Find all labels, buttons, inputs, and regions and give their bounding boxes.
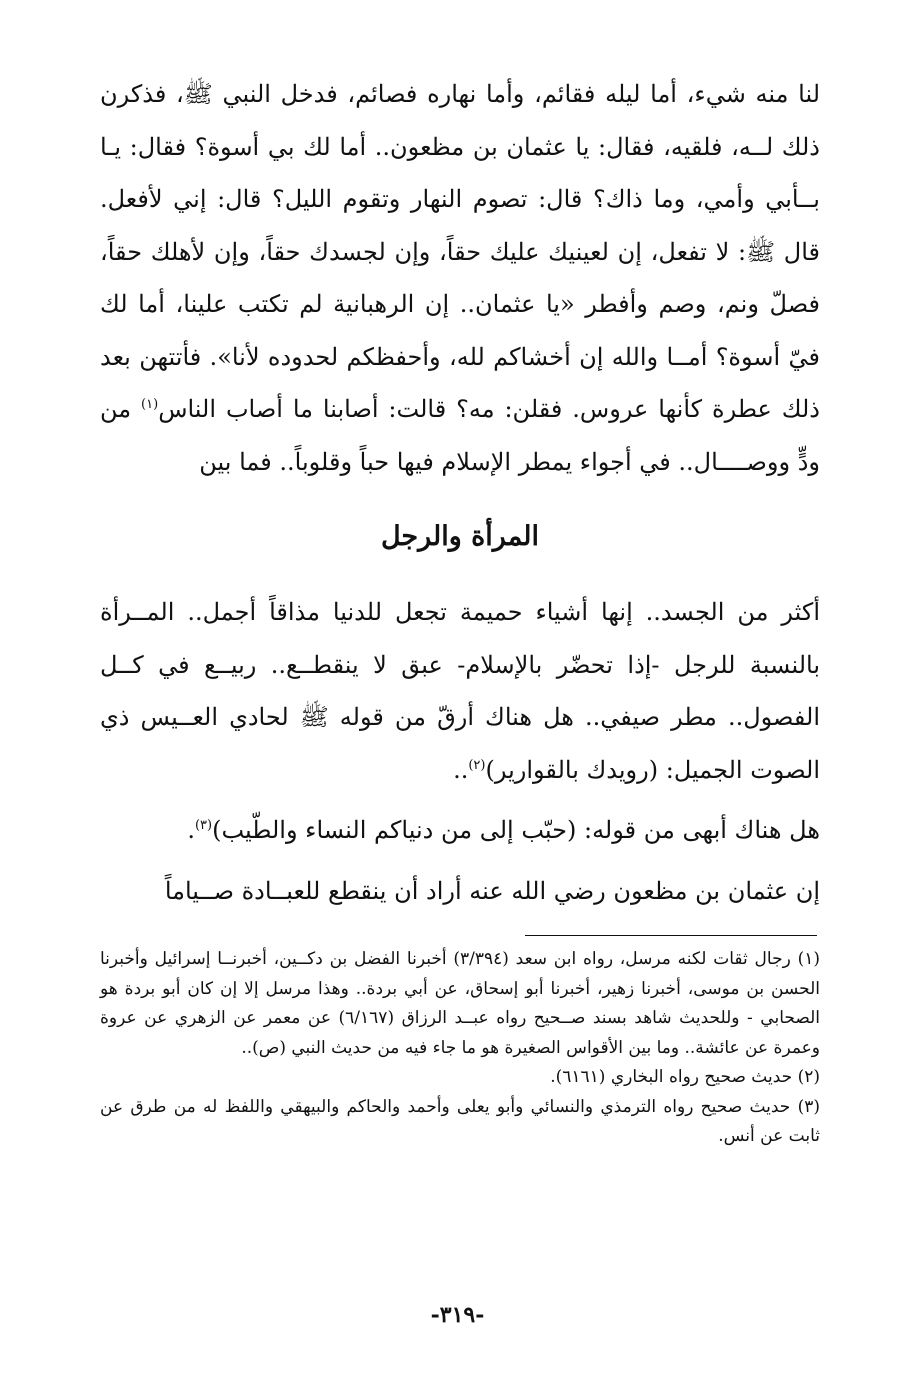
- top-paragraph: [100, 68, 820, 488]
- footnote-2: [100, 1063, 820, 1093]
- section-paragraph-2-end: .: [187, 816, 195, 844]
- footnote-separator: [525, 935, 817, 936]
- footnote-ref-3[interactable]: (٣): [194, 818, 213, 833]
- footnote-3: [100, 1093, 820, 1152]
- footnote-1-number: (١): [797, 949, 820, 969]
- section-paragraph-2-text: هل هناك أبهى من قوله: (حبّب إلى من دنياكم النساء والطّيب): [212, 816, 820, 844]
- page-body: [100, 68, 820, 917]
- footnote-2-number: (٢): [797, 1067, 820, 1087]
- footnote-1: [100, 945, 820, 1063]
- footnote-1-text: رجال ثقات لكنه مرسل، رواه ابن سعد (٣/٣٩٤) أخبرنا الفضل بن دكــين، أخبرنــا إسرائيل وأخبرنا الحسن بن موسى، أخبرنا زهير، أخبرنا أبو إسحاق، عن أبي بردة.. وهذا مرسل إلا إن كان أبو بردة هو الصحابي - وللحديث شاهد بسند صــحيح رواه عبــد الرزاق (٦/١٦٧) عن معمر عن الزهري عن عروة وعمرة عن عائشة.. وما بين الأقواس الصغيرة هو ما جاء فيه من حديث النبي (ص)..: [100, 949, 820, 1058]
- page-number: -٣١٩-: [430, 1302, 485, 1328]
- section-paragraph-1-end: ..: [453, 755, 469, 784]
- footnote-ref-1[interactable]: (١): [141, 397, 159, 412]
- section-title: المرأة والرجل: [380, 521, 540, 552]
- footnote-ref-2[interactable]: (٢): [468, 757, 486, 773]
- footnote-3-number: (٣): [797, 1096, 821, 1117]
- section-paragraph-1-text: أكثر من الجسد.. إنها أشياء حميمة تجعل للدنيا مذاقاً أجمل.. المــرأة بالنسبة للرجل -إذا تحضّر بالإسلام- عبق لا ينقطــع.. ربيــع في كــل الفصول.. مطر صيفي.. هل هناك أرقّ من قوله ﷺ لحادي العــيس ذي الصوت الجميل: (رويدك بالقوارير): [100, 598, 820, 784]
- footnotes: [100, 945, 820, 1152]
- section-paragraph-1: [100, 586, 820, 796]
- footnote-2-text: حديث صحيح رواه البخاري (٦١٦١).: [550, 1067, 793, 1087]
- top-paragraph-text: لنا منه شيء، أما ليله فقائم، وأما نهاره فصائم، فدخل النبي ﷺ، فذكرن ذلك لــه، فلقيه، فقال: يا عثمان بن مظعون.. أما لك بي أسوة؟ فقال: يـا بــأبي وأمي، وما ذاك؟ قال: تصوم النهار وتقوم الليل؟ قال: إني لأفعل. قال ﷺ: لا تفعل، إن لعينيك عليك حقاً، وإن لجسدك حقاً، وإن لأهلك حقاً، فصلّ ونم، وصم وأفطر «يا عثمان.. إن الرهبانية لم تكتب علينا، أما لك فيّ أسوة؟ أمــا والله إن أخشاكم لله، وأحفظكم لحدوده لأنا». فأتتهن بعد ذلك عطرة كأنها عروس. فقلن: مه؟ قالت: أصابنا ما أصاب الناس: [100, 80, 820, 423]
- section-paragraph-3: إن عثمان بن مظعون رضي الله عنه أراد أن ينقطع للعبــادة صــياماً: [164, 876, 820, 905]
- top-paragraph-end: من ودٍّ ووصــــال.. في أجواء يمطر الإسلام فيها حباً وقلوباً.. فما بين: [100, 395, 820, 476]
- footnote-3-text: حديث صحيح رواه الترمذي والنسائي وأبو يعلى وأحمد والحاكم والبيهقي واللفظ له من طرق عن ثابت عن أنس.: [100, 1096, 820, 1146]
- section-paragraph-2: [100, 804, 820, 857]
